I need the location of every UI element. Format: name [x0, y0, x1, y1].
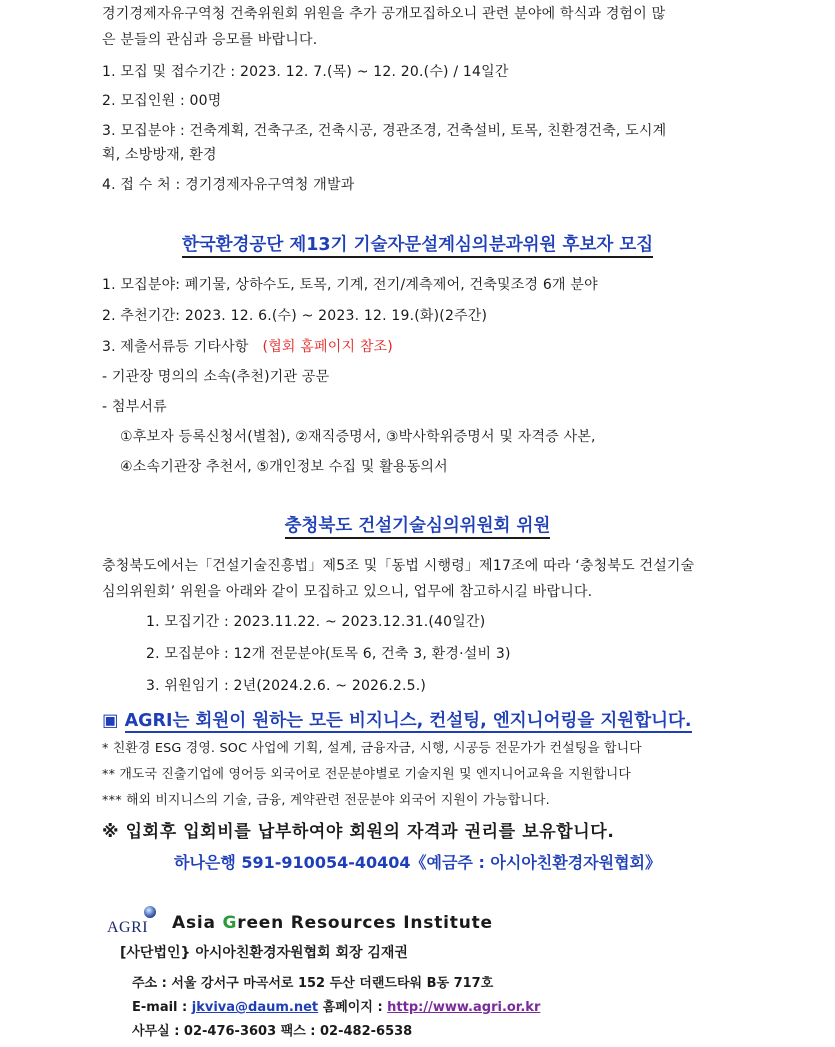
agri-banner	[102, 707, 692, 732]
section2-sub-item: - 첨부서류	[102, 399, 167, 415]
section3-heading: 충청북도 건설기술심의위원회 위원	[0, 512, 835, 537]
section3-item: 3. 위원임기 : 2년(2024.2.6. ~ 2026.2.5.)	[146, 678, 427, 694]
org-name-part: Asia	[172, 913, 223, 933]
agri-logo	[106, 905, 158, 939]
section3-item: 1. 모집기간 : 2023.11.22. ~ 2023.12.31.(40일간)	[146, 614, 486, 630]
agri-note: *** 해외 비지니스의 기술, 금융, 계약관련 전문분야 외국어 지원이 가능합니다.	[102, 793, 550, 808]
email-label: E-mail :	[132, 1000, 192, 1015]
section1-item: 3. 모집분야 : 건축계획, 건축구조, 건축시공, 경관조경, 건축설비, 토목, 친환경건축, 도시계	[102, 123, 667, 139]
section2-docs-line: ④소속기관장 추천서, ⑤개인정보 수집 및 활용동의서	[120, 459, 448, 475]
section3-intro-line: 심의위원회’ 위원을 아래와 같이 모집하고 있으니, 업무에 참고하시길 바랍니다.	[102, 584, 593, 600]
section2-heading: 한국환경공단 제13기 기술자문설계심의분과위원 후보자 모집	[0, 231, 835, 256]
homepage-link[interactable]: http://www.agri.or.kr	[387, 1000, 541, 1015]
org-name-green-letter: G	[222, 913, 238, 933]
homepage-label: 홈페이지 :	[318, 1000, 388, 1015]
section3-intro-line: 충청북도에서는「건설기술진흥법」제5조 및「동법 시행령」제17조에 따라 ‘충청북도 건설기술	[102, 558, 695, 574]
address-line: 주소 : 서울 강서구 마곡서로 152 두산 더랜드타워 B동 717호	[132, 976, 494, 991]
section3-item: 2. 모집분야 : 12개 전문분야(토목 6, 건축 3, 환경·설비 3)	[146, 646, 511, 662]
intro-line-1: 경기경제자유구역청 건축위원회 위원을 추가 공개모집하오니 관련 분야에 학식과 경험이 많	[102, 6, 666, 22]
membership-notice: ※ 입회후 입회비를 납부하여야 회원의 자격과 권리를 보유합니다.	[102, 822, 615, 842]
section2-sub-item: - 기관장 명의의 소속(추천)기관 공문	[102, 369, 330, 385]
email-link[interactable]: jkviva@daum.net	[191, 1000, 319, 1015]
section1-item: 4. 접 수 처 : 경기경제자유구역청 개발과	[102, 177, 355, 193]
section1-item: 2. 모집인원 : 00명	[102, 93, 222, 109]
agri-note: * 친환경 ESG 경영. SOC 사업에 기획, 설계, 금융자금, 시행, 시공등 전문가가 컨설팅을 합니다	[102, 741, 642, 756]
section2-item3-note: (협회 홈페이지 참조)	[262, 339, 393, 355]
org-name-part: reen Resources Institute	[237, 913, 493, 933]
section2-item: 1. 모집분야: 폐기물, 상하수도, 토목, 기계, 전기/계측제어, 건축및조경 6개 분야	[102, 277, 598, 293]
section2-docs-line: ①후보자 등록신청서(별첨), ②재직증명서, ③박사학위증명서 및 자격증 사본,	[120, 429, 596, 445]
section1-item: 1. 모집 및 접수기간 : 2023. 12. 7.(목) ~ 12. 20.(수) / 14일간	[102, 64, 509, 80]
chairman-line: [사단법인} 아시아친환경자원협회 회장 김재권	[120, 945, 408, 961]
bank-account: 하나은행 591-910054-40404《예금주 : 아시아친환경자원협회》	[173, 853, 661, 872]
org-english-name	[172, 913, 493, 933]
banner-square-icon: ▣	[102, 711, 119, 731]
agri-logo-text: AGRI	[107, 919, 149, 936]
office-phone-line: 사무실 : 02-476-3603 팩스 : 02-482-6538	[132, 1024, 413, 1039]
section2-item	[102, 337, 393, 357]
intro-line-2: 은 분들의 관심과 응모를 바랍니다.	[102, 32, 318, 48]
agri-note: ** 개도국 진출기업에 영어등 외국어로 전문분야별로 기술지원 및 엔지니어교육을 지원합니다	[102, 767, 631, 782]
contact-line	[132, 996, 540, 1015]
section1-item: 획, 소방방재, 환경	[102, 147, 217, 163]
agri-banner-text: AGRI는 회원이 원하는 모든 비지니스, 컨설팅, 엔지니어링을 지원합니다.	[124, 711, 692, 731]
section2-item3-label: 3. 제출서류등 기타사항	[102, 339, 249, 355]
section2-item: 2. 추천기간: 2023. 12. 6.(수) ~ 2023. 12. 19.(화)(2주간)	[102, 308, 488, 324]
